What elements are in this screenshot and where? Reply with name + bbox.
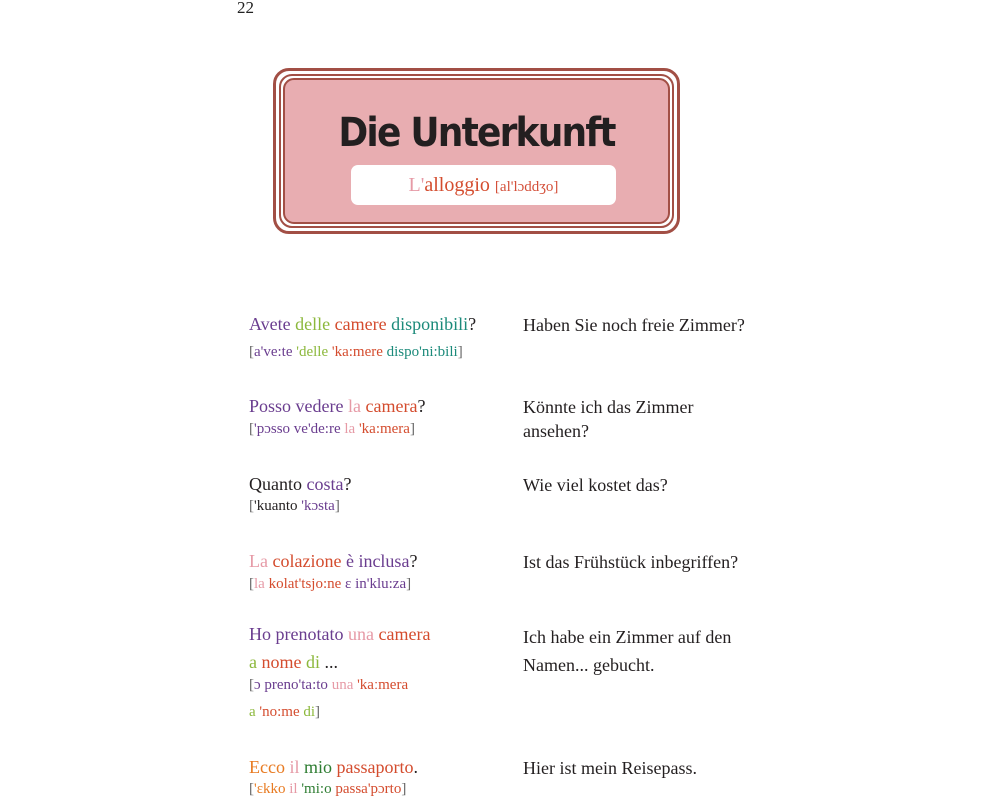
phrase-2-german: Könnte ich das Zimmer ansehen? [523, 397, 694, 441]
word-segment: ? [343, 474, 352, 494]
word-segment: 'pɔsso ve'de:re [254, 421, 345, 437]
word-segment: [ [249, 781, 254, 797]
word-segment: Ecco [249, 757, 290, 777]
phrase-3-german: Wie viel kostet das? [523, 475, 668, 495]
phrase-5-ipa [249, 677, 408, 694]
word-segment: la [347, 396, 366, 416]
phrase-3-italian [249, 474, 351, 495]
word-segment: a [249, 704, 260, 720]
word-segment: [ [249, 421, 254, 437]
word-segment: è inclusa [345, 551, 410, 571]
word-segment: 'ɛkko [254, 781, 290, 797]
word-segment: 'delle [296, 344, 332, 360]
word-segment: [ [249, 576, 254, 592]
word-segment: ? [468, 314, 477, 334]
word-segment: mio [304, 757, 337, 777]
word-segment: ] [409, 421, 415, 437]
word-segment: [ [249, 677, 254, 693]
phrase-2-italian [249, 396, 425, 417]
word-segment: Quanto [249, 474, 307, 494]
subtitle-word: alloggio [424, 174, 490, 196]
word-segment: ɛ in'klu:za [345, 576, 407, 592]
page-number: 22 [237, 0, 254, 17]
word-segment: camera [378, 624, 431, 644]
word-segment: ? [417, 396, 426, 416]
phrase-1-ipa [249, 344, 463, 361]
word-segment: 'kuanto [254, 498, 302, 514]
word-segment: La [249, 551, 273, 571]
word-segment: ] [457, 344, 463, 360]
phrase-5-italian [249, 624, 430, 645]
word-segment: [ [249, 344, 254, 360]
word-segment: nome [261, 652, 306, 672]
word-segment: colazione [272, 551, 346, 571]
word-segment: camera [365, 396, 418, 416]
word-segment: kolat'tsjo:ne [268, 576, 346, 592]
phrase-4-italian [249, 551, 417, 572]
word-segment: 'no:me [259, 704, 304, 720]
phrase-3-ipa [249, 498, 340, 515]
word-segment: 'kaːmera [357, 677, 409, 693]
word-segment: a [249, 652, 262, 672]
word-segment: il [289, 757, 304, 777]
word-segment: delle [295, 314, 335, 334]
word-segment: Posso vedere [249, 396, 348, 416]
word-segment: ] [406, 576, 412, 592]
phrase-1-italian [249, 314, 476, 335]
word-segment: disponibili [391, 314, 469, 334]
word-segment: di [303, 704, 316, 720]
word-segment: di [306, 652, 325, 672]
word-segment: ] [315, 704, 321, 720]
phrase-4-ipa [249, 576, 411, 593]
phrase-5-ipa-line2 [249, 704, 320, 721]
subtitle-ipa: [al'lɔddʒo] [494, 179, 559, 195]
subtitle-box [351, 165, 616, 205]
word-segment: [ [249, 498, 254, 514]
word-segment: camere [334, 314, 392, 334]
title-banner-inner [283, 78, 670, 224]
word-segment: una [347, 624, 379, 644]
word-segment: costa [306, 474, 344, 494]
phrase-6-ipa [249, 781, 406, 798]
word-segment: il [289, 781, 302, 797]
page-title: Die Unterkunft [338, 110, 615, 156]
word-segment: la [254, 576, 269, 592]
word-segment: ɔ preno'ta:to [254, 677, 332, 693]
word-segment: ... [324, 652, 339, 672]
title-banner [273, 68, 680, 234]
word-segment: 'ka:mere [331, 344, 387, 360]
word-segment: la [344, 421, 359, 437]
word-segment: . [413, 757, 418, 777]
word-segment: Ho prenotato [249, 624, 348, 644]
word-segment: a've:te [254, 344, 297, 360]
word-segment: ] [401, 781, 407, 797]
word-segment: Avete [249, 314, 296, 334]
phrase-6-german: Hier ist mein Reisepass. [523, 758, 697, 778]
phrase-5-german: Ich habe ein Zimmer auf den Namen... gebucht. [523, 627, 732, 675]
word-segment: passaporto [336, 757, 414, 777]
phrase-2-ipa [249, 421, 415, 438]
word-segment: una [331, 677, 358, 693]
word-segment: 'ka:mera [358, 421, 410, 437]
phrase-5-italian-line2 [249, 652, 338, 673]
word-segment: dispo'ni:bili [386, 344, 458, 360]
word-segment: 'mi:o [301, 781, 336, 797]
phrase-4-german: Ist das Frühstück inbegriffen? [523, 552, 739, 572]
word-segment: 'kɔsta [301, 498, 335, 514]
subtitle-article: L' [408, 174, 425, 196]
phrase-6-italian [249, 757, 418, 778]
word-segment: passa'pɔrto [335, 781, 402, 797]
word-segment: ? [409, 551, 418, 571]
phrase-1-german: Haben Sie noch freie Zimmer? [523, 315, 745, 335]
word-segment: ] [334, 498, 340, 514]
